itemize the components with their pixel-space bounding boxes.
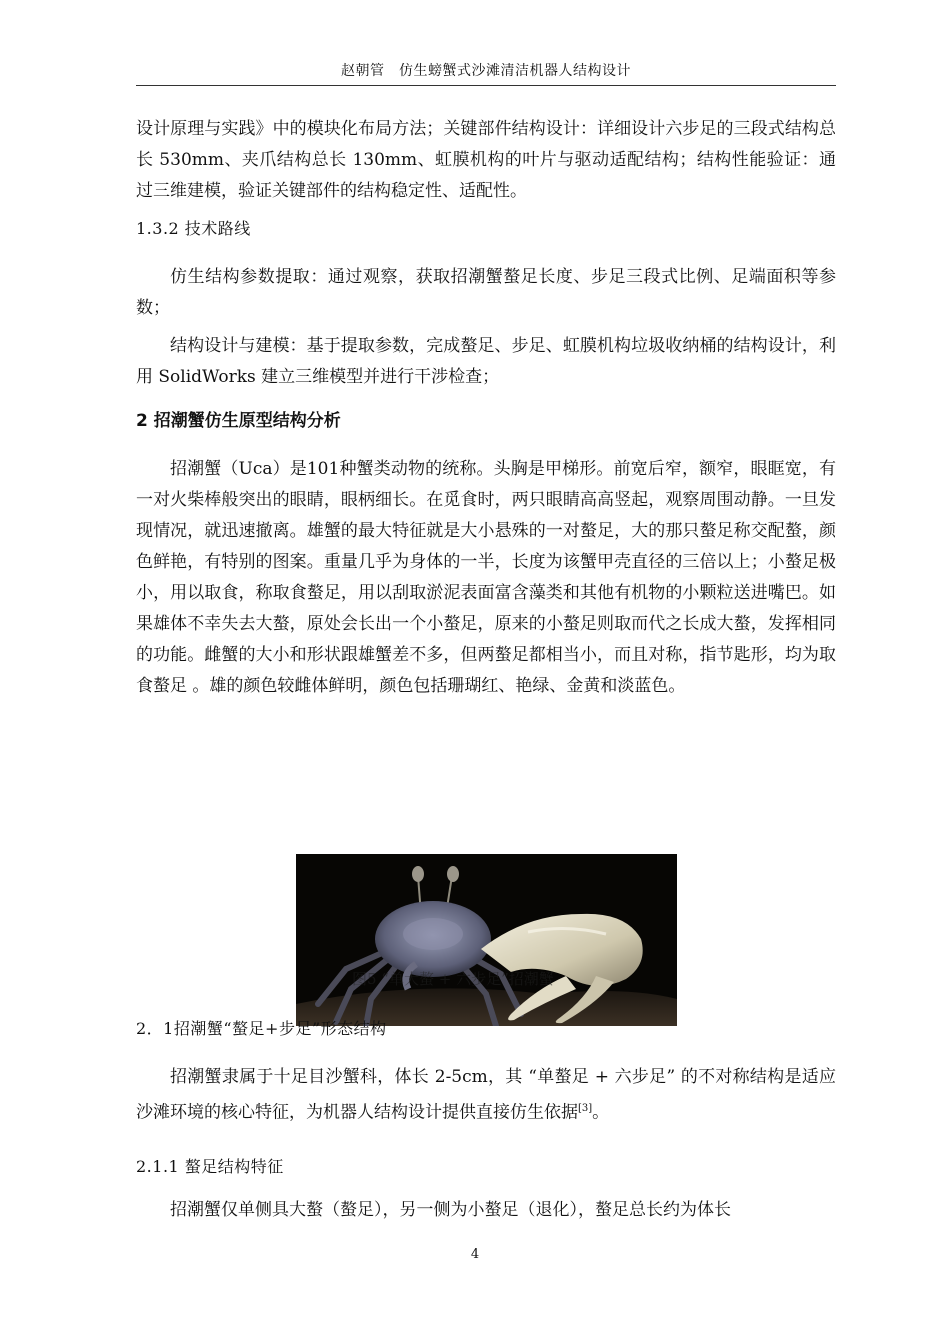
fiddler-crab-photo — [296, 854, 677, 1026]
figure-caption: 图5 “单大螯 + 六步足”招潮蟹 — [352, 970, 554, 988]
section-2-1-paragraph — [136, 1062, 836, 1129]
route-item-1: 仿生结构参数提取：通过观察，获取招潮蟹螯足长度、步足三段式比例、足端面积等参数； — [136, 267, 836, 318]
heading-2-1: 2．1招潮蟹“螯足+步足”形态结构 — [136, 1019, 387, 1038]
section-2-paragraph: 招潮蟹（Uca）是101种蟹类动物的统称。头胸是甲梯形。前宽后窄，额窄，眼眶宽，有一对火柴棒般突出的眼睛，眼柄细长。在觅食时，两只眼睛高高竖起，观察周围动静。一旦发现情况，就迅速撤离。雄蟹的最大特征就是大小悬殊的一对螯足，大的那只螯足称交配螯，颜色鲜艳，有特别的图案。重量几乎为身体的一半，长度为该蟹甲壳直径的三倍以上；小螯足极小，用以取食，称取食螯足，用以刮取淤泥表面富含藻类和其他有机物的小颗粒送进嘴巴。如果雄体不幸失去大螯，原处会长出一个小螯足，原来的小螯足则取而代之长成大螯，发挥相同的功能。雌蟹的大小和形状跟雄蟹差不多，但两螯足都相当小，而且对称，指节匙形，均为取食螯足 。雄的颜色较雌体鲜明，颜色包括珊瑚红、艳绿、金黄和淡蓝色。 — [136, 459, 836, 696]
page-header: 赵朝管 仿生螃蟹式沙滩清洁机器人结构设计 — [341, 63, 631, 79]
heading-1-3-2: 1.3.2 技术路线 — [136, 219, 251, 238]
page-number: 4 — [470, 1247, 480, 1262]
heading-2-1-1: 2.1.1 螯足结构特征 — [136, 1157, 284, 1176]
citation-ref: [3] — [578, 1103, 593, 1114]
crab-illustration — [296, 854, 677, 1026]
heading-2: 2 招潮蟹仿生原型结构分析 — [136, 411, 341, 431]
intro-paragraph: 设计原理与实践》中的模块化布局方法；关键部件结构设计：详细设计六步足的三段式结构总长 530mm、夹爪结构总长 130mm、虹膜机构的叶片与驱动适配结构；结构性能验证：通过三维建模，验证关键部件的结构稳定性、适配性。 — [136, 119, 836, 201]
route-item-2: 结构设计与建模：基于提取参数，完成螯足、步足、虹膜机构垃圾收纳桶的结构设计，利用 SolidWorks 建立三维模型并进行干涉检查； — [136, 336, 836, 387]
section-2-1-1-paragraph: 招潮蟹仅单侧具大螯（螯足），另一侧为小螯足（退化），螯足总长约为体长 — [170, 1200, 731, 1220]
section-2-1-text: 招潮蟹隶属于十足目沙蟹科，体长 2-5cm，其 “单螯足 + 六步足” 的不对称结构是适应沙滩环境的核心特征，为机器人结构设计提供直接仿生依据 — [136, 1067, 836, 1123]
section-2-1-end: 。 — [592, 1102, 610, 1123]
header-rule — [136, 85, 836, 86]
